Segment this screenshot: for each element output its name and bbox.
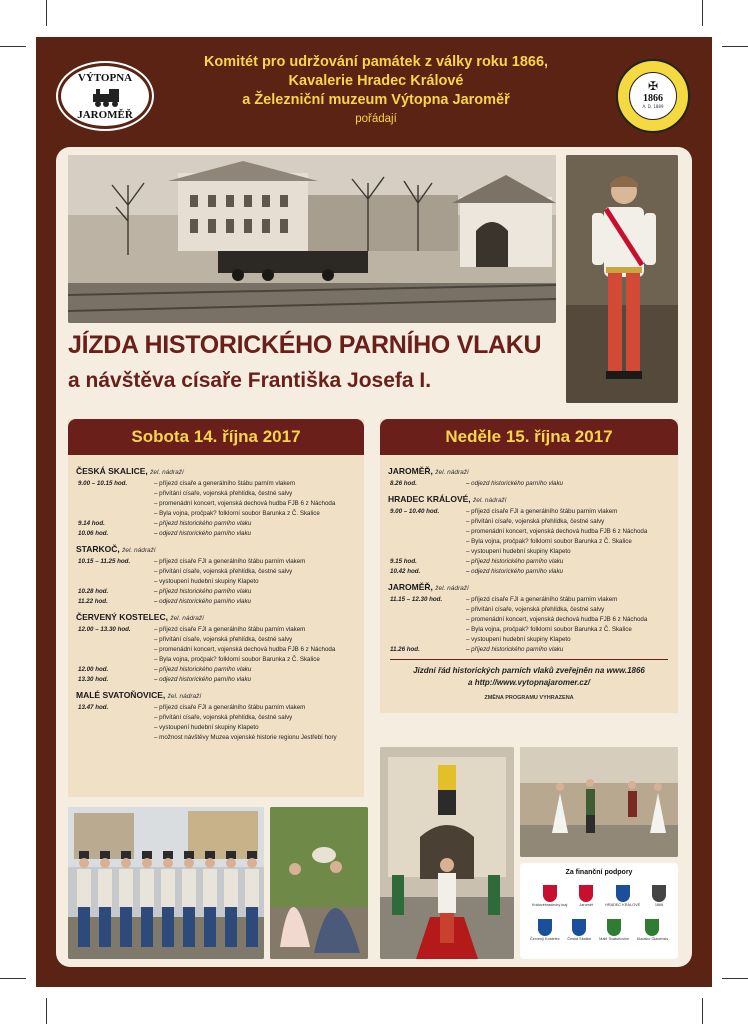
- header-line-4: pořádají: [355, 113, 397, 125]
- crop-mark: [0, 46, 26, 47]
- schedule-description: – přivítání císaře, vojenská přehlídka, čestné salvy: [466, 518, 605, 525]
- schedule-description: – příjezd císaře FJI a generálního štábu parním vlakem: [466, 596, 618, 603]
- schedule-time: 13.47 hod.: [78, 704, 109, 711]
- committee-logo-inner: [629, 72, 677, 120]
- header-line-1: Komitét pro udržování památek z války roku 1866,: [203, 54, 549, 70]
- coat-of-arms-icon: [607, 919, 621, 936]
- place-note: žel. nádraží: [167, 693, 202, 700]
- schedule-time: 8.26 hod.: [390, 480, 417, 487]
- schedule-time: 10.06 hod.: [78, 530, 109, 537]
- crop-mark: [0, 978, 26, 979]
- sponsor-logo: [599, 919, 629, 942]
- schedule-row: [76, 479, 356, 489]
- schedule-row: [388, 537, 670, 547]
- sunday-schedule: [380, 419, 678, 713]
- schedule-time: [388, 615, 466, 625]
- schedule-description: – přivítání císaře, vojenská přehlídka, čestné salvy: [154, 636, 293, 643]
- schedule-row: [76, 587, 356, 597]
- sunday-body: [380, 455, 678, 659]
- organizers-header: [166, 53, 586, 129]
- crop-mark: [722, 978, 748, 979]
- sponsor-logo: [532, 885, 567, 908]
- period-costumes-photo: [270, 807, 368, 959]
- schedule-description: – přivítání císaře, vojenská přehlídka, čestné salvy: [154, 568, 293, 575]
- place-note: žel. nádraží: [150, 469, 184, 476]
- schedule-row: [76, 635, 356, 645]
- schedule-description: – Byla vojna, pročpak? folklorní soubor Barunka z Č. Skalice: [466, 538, 632, 545]
- logo-text-top: VÝTOPNA: [77, 72, 133, 84]
- program-change-warning: ZMĚNA PROGRAMU VYHRAZENA: [484, 695, 574, 701]
- timetable-note-line-2: a http://www.vytopnajaromer.cz/: [468, 678, 590, 687]
- event-title: JÍZDA HISTORICKÉHO PARNÍHO VLAKU: [68, 331, 542, 359]
- schedule-place: [76, 612, 356, 622]
- emperor-arrival-photo: [380, 747, 514, 959]
- schedule-place: [76, 690, 356, 700]
- schedule-description: – odjezd historického parního vlaku: [154, 676, 251, 683]
- schedule-description: – příjezd císaře FJI a generálního štábu parním vlakem: [154, 558, 306, 565]
- schedule-row: [388, 625, 670, 635]
- schedule-time: 10.28 hod.: [78, 588, 109, 595]
- schedule-description: – možnost návštěvy Muzea vojenské historie regionu Jestřebí hory: [154, 734, 337, 741]
- place-name: ČESKÁ SKALICE,: [76, 466, 151, 476]
- schedule-description: – Byla vojna, pročpak? folklorní soubor Barunka z Č. Skalice: [466, 626, 632, 633]
- schedule-description: – promenádní koncert, vojenská dechová hudba FJB 6 z Náchoda: [154, 500, 336, 507]
- schedule-description: – příjezd historického parního vlaku: [154, 520, 252, 527]
- coat-of-arms-icon: [652, 885, 666, 902]
- schedule-time: 11.26 hod.: [390, 646, 420, 653]
- schedule-time: [76, 655, 154, 665]
- schedule-time: [76, 645, 154, 655]
- saturday-heading: Sobota 14. října 2017: [68, 419, 364, 455]
- schedule-row: [76, 703, 356, 713]
- schedule-row: [388, 645, 670, 655]
- schedule-time: [76, 577, 154, 587]
- schedule-time: 11.22 hod.: [78, 598, 108, 605]
- schedule-row: [388, 507, 670, 517]
- schedule-time: [388, 527, 466, 537]
- sponsor-name: Červený Kostelec: [529, 937, 560, 941]
- schedule-time: 13.30 hod.: [78, 676, 109, 683]
- soldiers-parade-photo: [68, 807, 264, 959]
- place-name: JAROMĚŘ,: [388, 582, 436, 592]
- crop-mark: [46, 998, 47, 1024]
- schedule-description: – odjezd historického parního vlaku: [154, 530, 251, 537]
- sunday-heading: Neděle 15. října 2017: [380, 419, 678, 455]
- schedule-row: [76, 577, 356, 587]
- schedule-time: [76, 499, 154, 509]
- schedule-row: [388, 479, 670, 489]
- sponsors-row-2: [526, 919, 672, 942]
- sponsor-name: Královéhradecký kraj: [531, 903, 568, 907]
- sponsor-logo: [579, 885, 593, 908]
- schedule-description: – vystoupení hudební skupiny Klapeto: [154, 724, 259, 731]
- schedule-row: [76, 489, 356, 499]
- schedule-row: [388, 615, 670, 625]
- sponsor-logo: [567, 919, 591, 942]
- coat-of-arms-icon: [572, 919, 586, 936]
- coat-of-arms-icon: [538, 919, 552, 936]
- schedule-time: [76, 635, 154, 645]
- schedule-description: – příjezd císaře FJI a generálního štábu parním vlakem: [154, 626, 306, 633]
- schedule-row: [76, 529, 356, 539]
- place-note: žel. nádraží: [122, 547, 156, 554]
- crop-mark: [722, 46, 748, 47]
- schedule-row: [76, 733, 356, 743]
- schedule-row: [76, 645, 356, 655]
- schedule-time: 9.00 – 10.15 hod.: [78, 480, 128, 487]
- schedule-description: – odjezd historického parního vlaku: [154, 598, 251, 605]
- schedule-time: [76, 723, 154, 733]
- schedule-time: 9.00 – 10.40 hod.: [390, 508, 440, 515]
- schedule-row: [76, 713, 356, 723]
- place-name: JAROMĚŘ,: [388, 466, 436, 476]
- historic-station-photo: [68, 155, 556, 323]
- schedule-description: – odjezd historického parního vlaku: [466, 568, 563, 575]
- sponsor-logo: [530, 919, 560, 942]
- schedule-row: [76, 557, 356, 567]
- schedule-time: [388, 635, 466, 645]
- logo-small-text: A. D. 1889: [642, 104, 664, 109]
- schedule-row: [76, 655, 356, 665]
- schedule-description: – odjezd historického parního vlaku: [466, 480, 563, 487]
- schedule-time: [388, 537, 466, 547]
- schedule-description: – příjezd císaře FJI a generálního štábu parním vlakem: [466, 508, 618, 515]
- schedule-place: [76, 466, 356, 476]
- coat-of-arms-icon: [645, 919, 659, 936]
- schedule-description: – přivítání císaře, vojenská přehlídka, čestné salvy: [154, 490, 293, 497]
- schedule-description: – příjezd historického parního vlaku: [154, 666, 252, 673]
- schedule-row: [76, 567, 356, 577]
- sponsor-logo: [652, 885, 666, 908]
- schedule-row: [76, 625, 356, 635]
- sponsor-name: 1866: [654, 903, 664, 907]
- event-subtitle: a návštěva císaře Františka Josefa I.: [68, 369, 432, 392]
- header-line-3: a Železniční muzeum Výtopna Jaroměř: [242, 92, 510, 108]
- schedule-description: – Byla vojna, pročpak? folklorní soubor Barunka z Č. Skalice: [154, 656, 320, 663]
- schedule-row: [388, 635, 670, 645]
- schedule-time: 10.15 – 11.25 hod.: [78, 558, 131, 565]
- schedule-time: [76, 489, 154, 499]
- schedule-time: 11.15 – 12.30 hod.: [390, 596, 443, 603]
- schedule-row: [388, 547, 670, 557]
- place-note: žel. nádraží: [170, 615, 204, 622]
- schedule-time: [76, 567, 154, 577]
- schedule-time: [76, 733, 154, 743]
- place-name: ČERVENÝ KOSTELEC,: [76, 612, 171, 622]
- schedule-place: [388, 494, 670, 504]
- schedule-place: [388, 466, 670, 476]
- schedule-time: 9.15 hod.: [390, 558, 417, 565]
- header-line-2: Kavalerie Hradec Králové: [288, 73, 464, 89]
- schedule-row: [76, 519, 356, 529]
- schedule-time: [388, 517, 466, 527]
- sponsor-logo: [637, 919, 668, 942]
- schedule-row: [76, 675, 356, 685]
- logo-year: 1866: [643, 93, 663, 104]
- schedule-description: – příjezd historického parního vlaku: [154, 588, 252, 595]
- schedule-description: – příjezd císaře FJI a generálního štábu parním vlakem: [154, 704, 306, 711]
- place-name: HRADEC KRÁLOVÉ,: [388, 494, 474, 504]
- place-note: žel. nádraží: [435, 469, 469, 476]
- schedule-row: [388, 605, 670, 615]
- schedule-row: [76, 597, 356, 607]
- place-note: žel. nádraží: [473, 497, 507, 504]
- schedule-time: 12.00 – 13.30 hod.: [78, 626, 131, 633]
- schedule-row: [76, 499, 356, 509]
- coat-of-arms-icon: [579, 885, 593, 902]
- schedule-row: [76, 723, 356, 733]
- timetable-note-line-1: Jízdní řád historických parních vlaků zveřejněn na www.1866: [413, 666, 645, 675]
- sponsors-row-1: [526, 885, 672, 908]
- timetable-note: [390, 659, 668, 704]
- sponsors-label: Za finanční podpory: [565, 869, 633, 876]
- schedule-row: [388, 557, 670, 567]
- place-name: MALÉ SVATOŇOVICE,: [76, 690, 168, 700]
- schedule-description: – vystoupení hudební skupiny Klapeto: [466, 636, 571, 643]
- sponsor-name: Česká Skalice: [567, 937, 592, 941]
- schedule-row: [388, 595, 670, 605]
- schedule-description: – promenádní koncert, vojenská dechová hudba FJB 6 z Náchoda: [154, 646, 336, 653]
- schedule-description: – promenádní koncert, vojenská dechová hudba FJB 6 z Náchoda: [466, 616, 648, 623]
- place-note: žel. nádraží: [435, 585, 469, 592]
- crop-mark: [702, 0, 703, 26]
- schedule-description: – přivítání císaře, vojenská přehlídka, čestné salvy: [466, 606, 605, 613]
- crop-mark: [46, 0, 47, 26]
- schedule-time: [388, 625, 466, 635]
- schedule-row: [388, 567, 670, 577]
- schedule-row: [76, 665, 356, 675]
- crop-mark: [702, 998, 703, 1024]
- schedule-description: – přivítání císaře, vojenská přehlídka, čestné salvy: [154, 714, 293, 721]
- folk-dance-photo: [520, 747, 678, 857]
- schedule-time: 12.00 hod.: [78, 666, 109, 673]
- vytopna-logo: [58, 63, 152, 129]
- schedule-description: – vystoupení hudební skupiny Klapeto: [466, 548, 571, 555]
- sponsor-logo: [605, 885, 640, 908]
- schedule-row: [388, 527, 670, 537]
- sponsor-name: Kladsko Glacensis: [636, 937, 669, 941]
- schedule-time: [388, 547, 466, 557]
- schedule-description: – příjezd historického parního vlaku: [466, 646, 564, 653]
- content-panel: [56, 147, 692, 967]
- schedule-row: [388, 517, 670, 527]
- place-name: STARKOČ,: [76, 544, 123, 554]
- schedule-row: [76, 509, 356, 519]
- schedule-description: – příjezd císaře a generálního štábu parním vlakem: [154, 480, 296, 487]
- schedule-place: [388, 582, 670, 592]
- poster: [36, 37, 712, 987]
- committee-1866-logo: [616, 59, 690, 133]
- coat-of-arms-icon: [616, 885, 630, 902]
- sponsors-box: [520, 863, 678, 959]
- schedule-place: [76, 544, 356, 554]
- schedule-description: – příjezd historického parního vlaku: [466, 558, 564, 565]
- schedule-time: [76, 713, 154, 723]
- schedule-time: 9.14 hod.: [78, 520, 105, 527]
- schedule-time: 10.42 hod.: [390, 568, 421, 575]
- cross-icon: ✠: [647, 79, 659, 93]
- sponsor-name: Jaroměř: [579, 903, 594, 907]
- schedule-time: [76, 509, 154, 519]
- schedule-description: – promenádní koncert, vojenská dechová hudba FJB 6 z Náchoda: [466, 528, 648, 535]
- sponsor-name: Malé Svatoňovice: [599, 937, 630, 941]
- coat-of-arms-icon: [543, 885, 557, 902]
- logo-text-bottom: JAROMĚŘ: [77, 109, 133, 121]
- saturday-schedule: [68, 419, 364, 797]
- sponsor-name: HRADEC KRÁLOVÉ: [605, 903, 641, 907]
- locomotive-icon: [91, 86, 123, 108]
- schedule-description: – Byla vojna, pročpak? folklorní soubor Barunka z Č. Skalice: [154, 510, 320, 517]
- emperor-portrait-photo: [566, 155, 678, 403]
- saturday-body: [68, 455, 364, 747]
- schedule-time: [388, 605, 466, 615]
- schedule-description: – vystoupení hudební skupiny Klapeto: [154, 578, 259, 585]
